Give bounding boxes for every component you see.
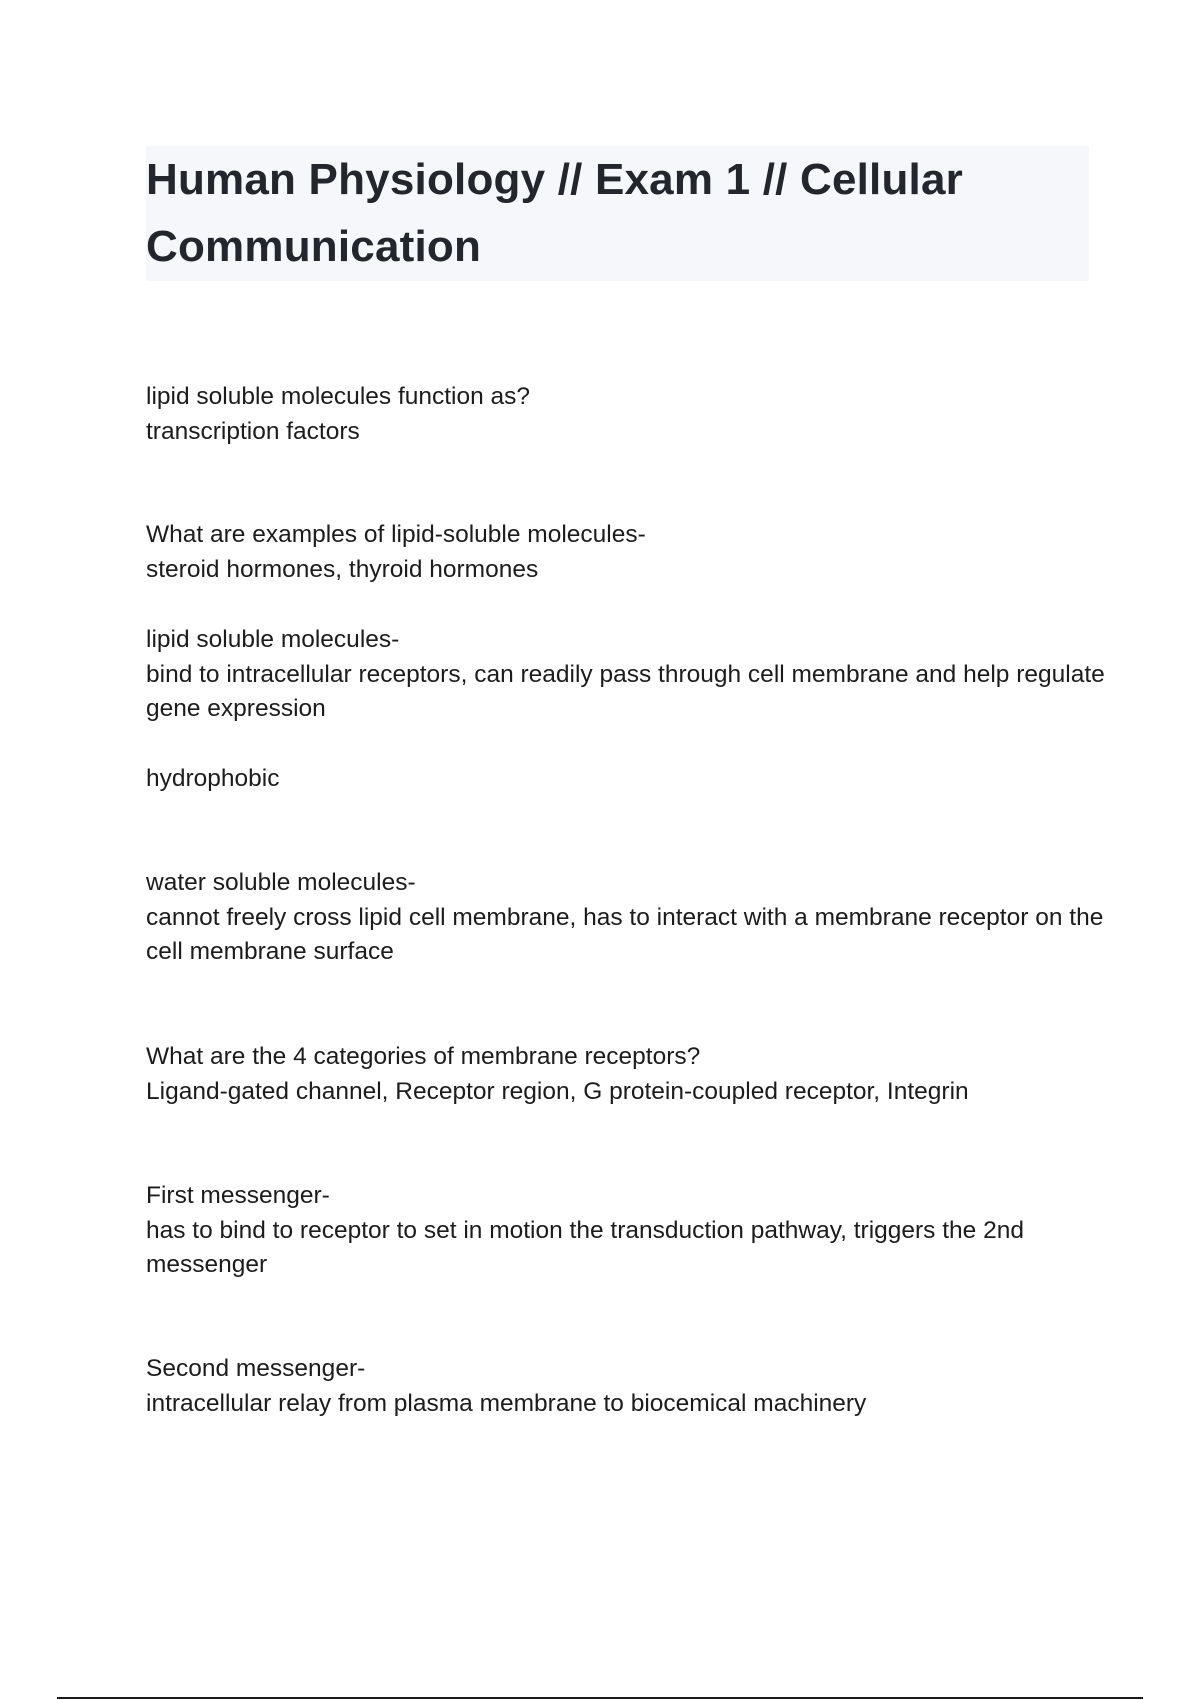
flashcard [146,623,1112,727]
card-question: What are the 4 categories of membrane receptors? [146,1043,701,1070]
card-answer: bind to intracellular receptors, can readily pass through cell membrane and help regulate gene expression [146,660,1112,722]
card-answer: transcription factors [146,417,360,445]
card-answer: steroid hormones, thyroid hormones [146,555,539,583]
card-question: water soluble molecules- [146,869,416,896]
flashcard [146,1352,1106,1421]
card-answer: cannot freely cross lipid cell membrane, has to interact with a membrane receptor on the cell membrane surface [146,903,1111,965]
card-question: lipid soluble molecules function as? [146,383,531,410]
card-question: Second messenger- [146,1355,366,1382]
card-answer: intracellular relay from plasma membrane to biocemical machinery [146,1389,867,1417]
flashcard [146,866,1111,970]
flashcard [146,1179,1106,1283]
card-question: What are examples of lipid-soluble molecules- [146,521,646,548]
flashcard [146,380,1106,449]
card-question: lipid soluble molecules- [146,626,400,653]
card-answer: Ligand-gated channel, Receptor region, G protein-coupled receptor, Integrin [146,1077,969,1105]
page-title: Human Physiology // Exam 1 // Cellular Communication [146,155,963,271]
card-question: First messenger- [146,1182,330,1209]
card-answer: has to bind to receptor to set in motion the transduction pathway, triggers the 2nd messenger [146,1216,1031,1278]
page-bottom-divider [57,1697,1143,1699]
flashcard [146,762,1106,797]
flashcard [146,1040,1106,1109]
title-banner [146,146,1089,281]
card-question: hydrophobic [146,765,280,792]
flashcard [146,518,1106,587]
